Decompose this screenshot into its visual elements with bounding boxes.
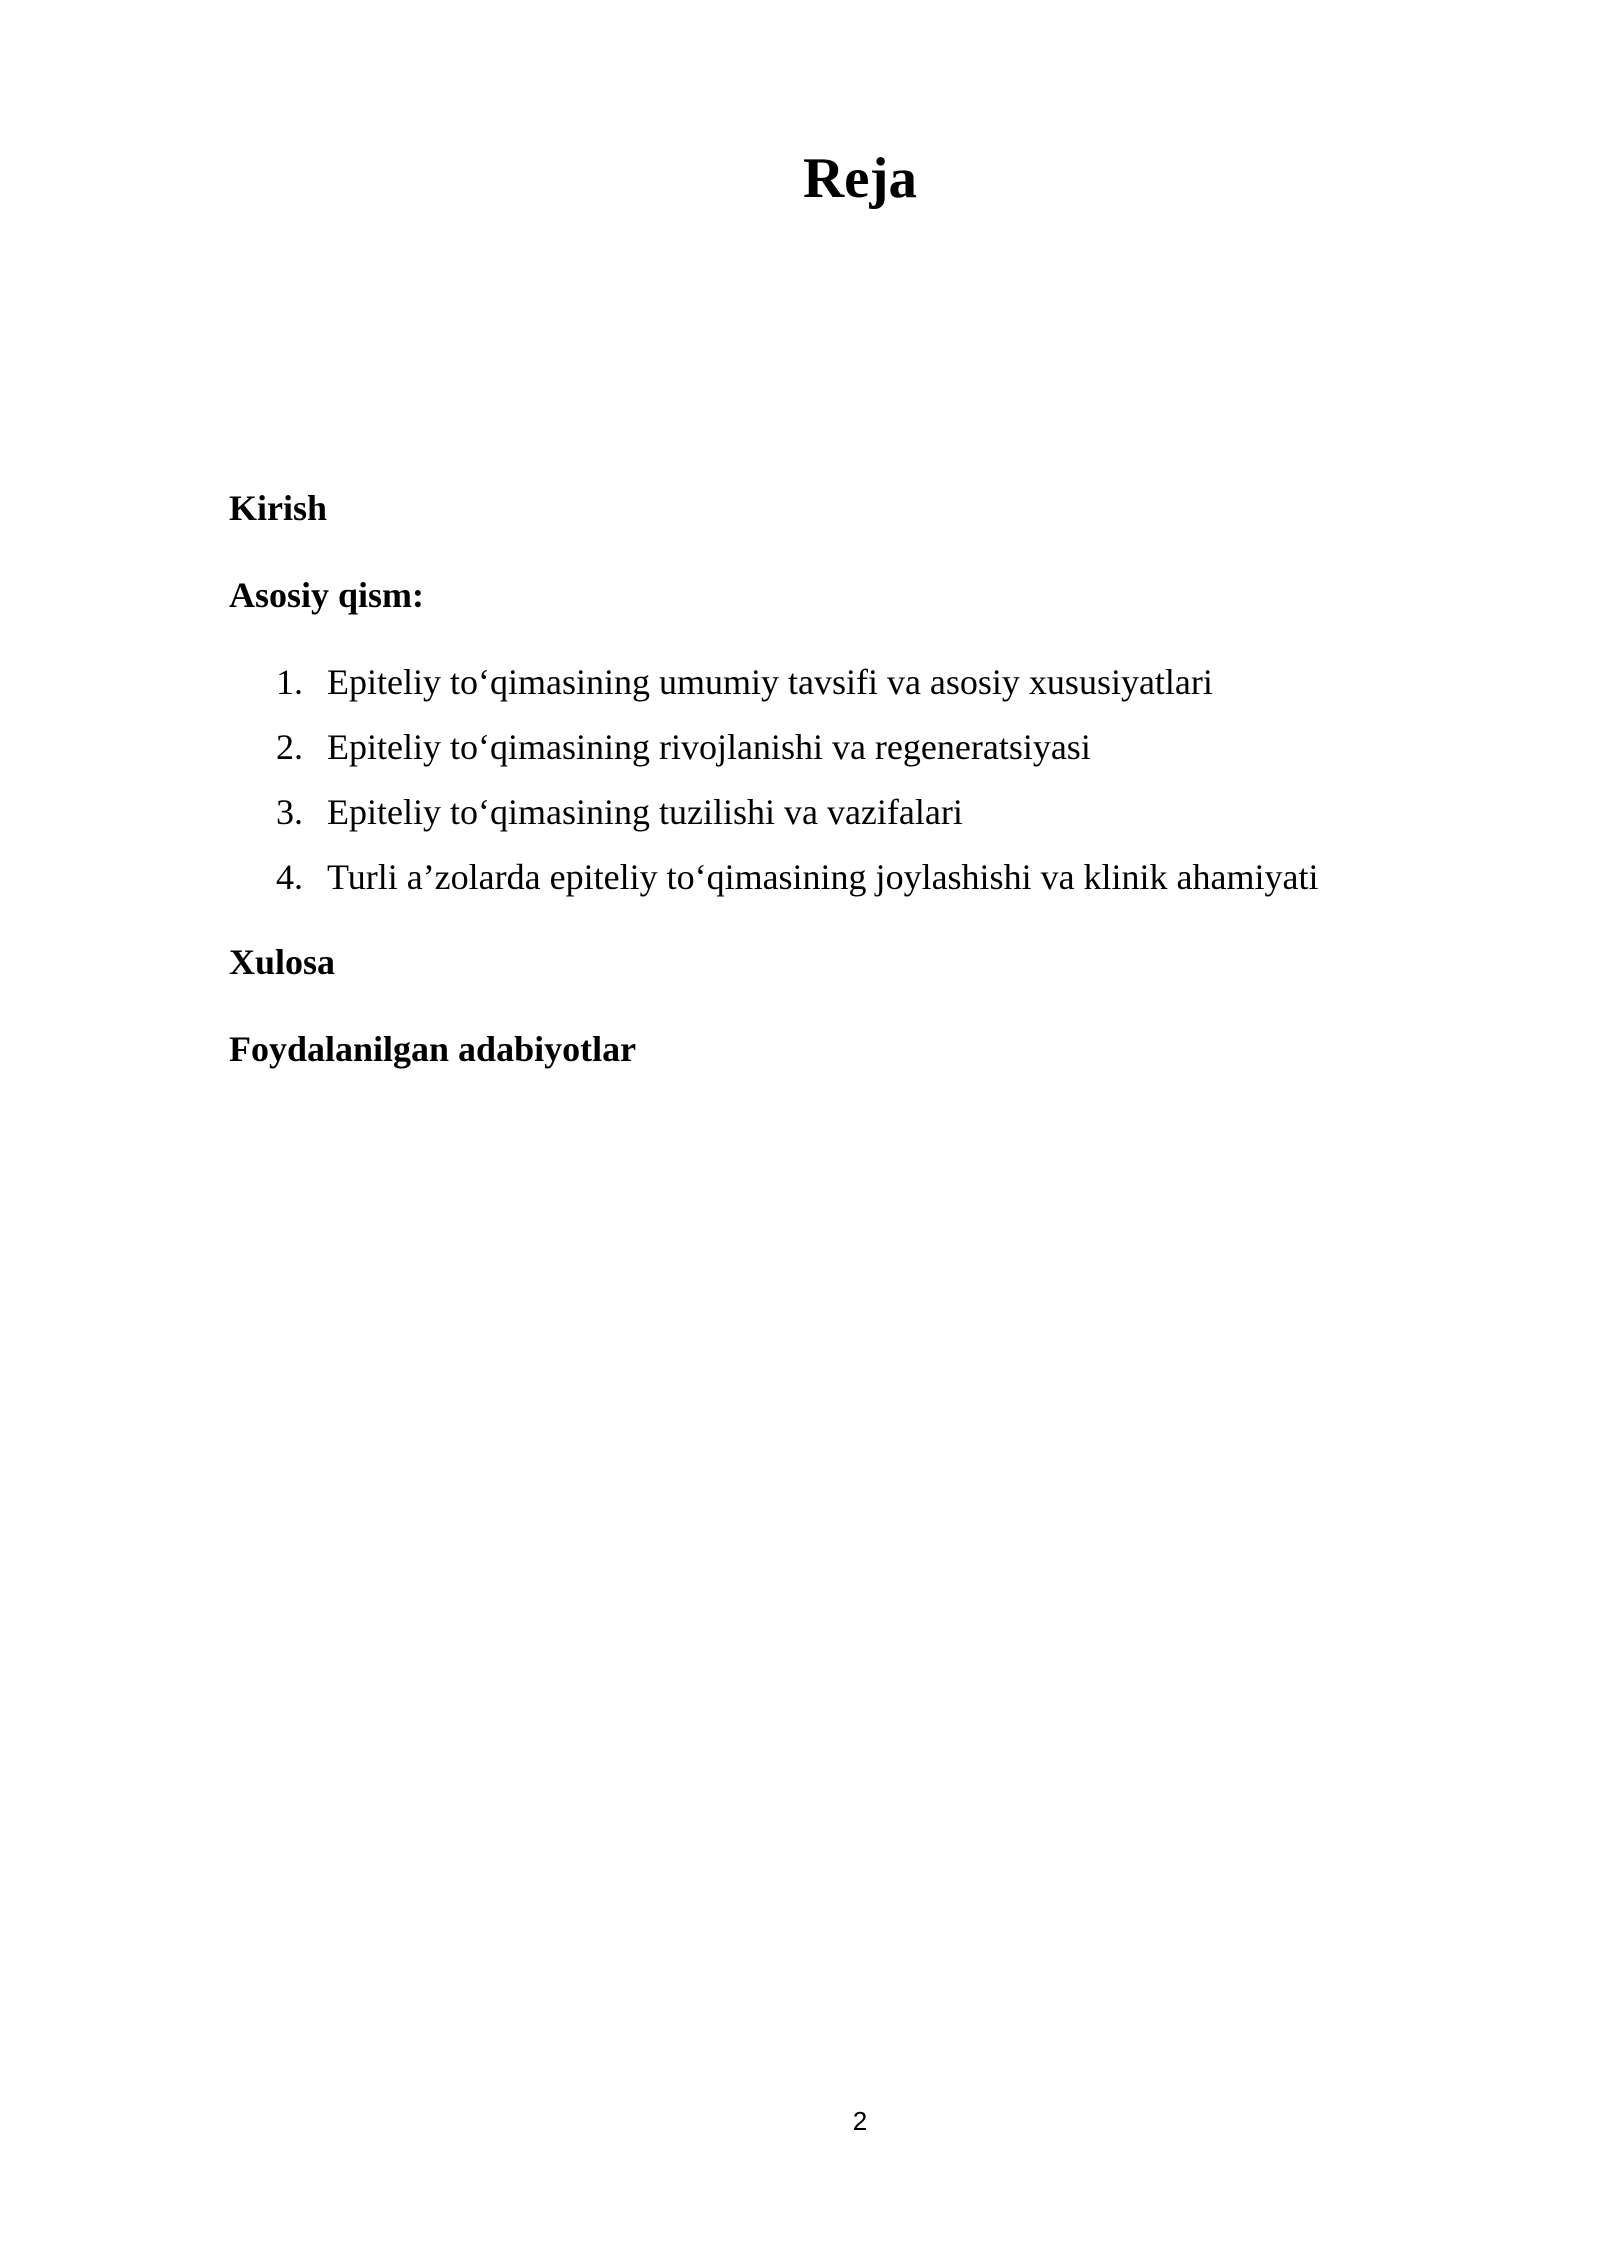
section-heading-main: Asosiy qism:	[229, 575, 425, 615]
plan-item-text: Epiteliy to‘qimasining rivojlanishi va regeneratsiyasi	[327, 727, 1091, 767]
plan-item-text: Epiteliy to‘qimasining umumiy tavsifi va asosiy xususiyatlari	[327, 662, 1213, 702]
plan-item-number: 4.	[276, 857, 303, 897]
plan-item-text: Turli a’zolarda epiteliy to‘qimasining joylashishi va klinik ahamiyati	[327, 857, 1319, 897]
section-heading-references: Foydalanilgan adabiyotlar	[229, 1029, 637, 1069]
plan-item-number: 1.	[276, 662, 303, 702]
section-heading-intro: Kirish	[229, 488, 328, 528]
plan-item-number: 3.	[276, 792, 303, 832]
page-title: Reja	[803, 147, 917, 210]
page-number: 2	[852, 2106, 868, 2136]
section-heading-conclusion: Xulosa	[229, 942, 336, 982]
plan-item-text: Epiteliy to‘qimasining tuzilishi va vazifalari	[327, 792, 963, 832]
plan-item-number: 2.	[276, 727, 303, 767]
